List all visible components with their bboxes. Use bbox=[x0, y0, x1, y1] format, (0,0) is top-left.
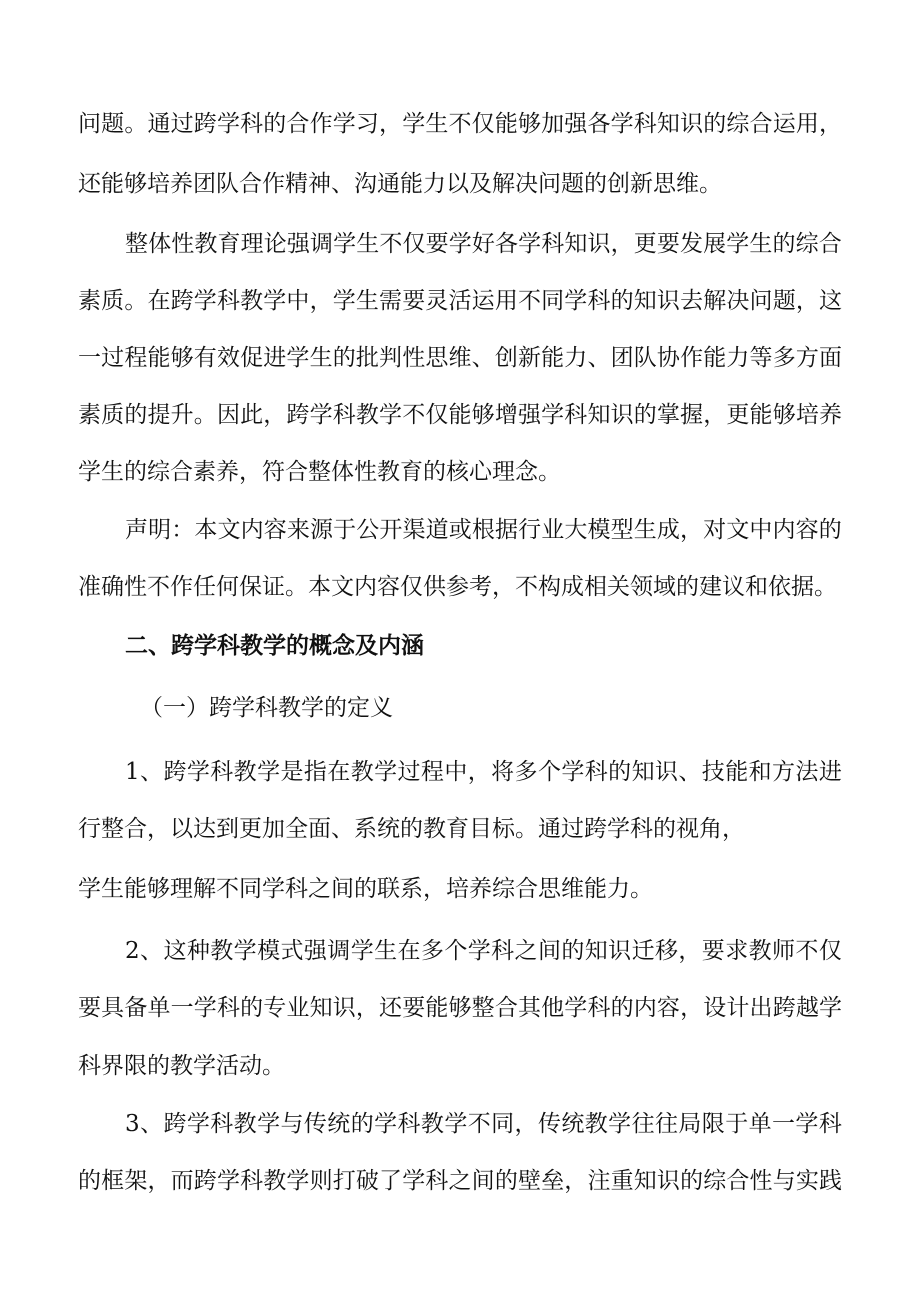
text-line: 准确性不作任何保证。本文内容仅供参考，不构成相关领域的建议和依据。 bbox=[78, 574, 837, 600]
text-line: 学生能够理解不同学科之间的联系，培养综合思维能力。 bbox=[78, 876, 653, 902]
text-line: 要 具 备 单 一 学 科 的 专 业 知 识 ， 还 要 能 够 整 合 其 他 学 科 的 内 容 ， 设 计 出 跨 越 学 bbox=[78, 995, 842, 1021]
text-line: 科界限的教学活动。 bbox=[78, 1053, 285, 1079]
text-line: 3 、 跨 学 科 教 学 与 传 统 的 学 科 教 学 不 同 ， 传 统 教 学 往 往 局 限 于 单 一 学 科 bbox=[125, 1111, 842, 1137]
text-line: 素 质 的 提 升 。 因 此 ， 跨 学 科 教 学 不 仅 能 够 增 强 学 科 知 识 的 掌 握 ， 更 能 够 培 养 bbox=[78, 402, 842, 428]
text-line: 素 质 。 在 跨 学 科 教 学 中 ， 学 生 需 要 灵 活 运 用 不 同 学 科 的 知 识 去 解 决 问 题 ， 这 bbox=[78, 288, 842, 314]
subsection-heading: （一）跨学科教学的定义 bbox=[140, 695, 393, 721]
text-line: 声 明 ： 本 文 内 容 来 源 于 公 开 渠 道 或 根 据 行 业 大 模 型 生 成 ， 对 文 中 内 容 的 bbox=[125, 517, 842, 543]
text-line: 还能够培养团队合作精神、沟通能力以及解决问题的创新思维。 bbox=[78, 171, 722, 197]
section-heading: 二、跨学科教学的概念及内涵 bbox=[125, 632, 424, 659]
text-line: 一 过 程 能 够 有 效 促 进 学 生 的 批 判 性 思 维 、 创 新 能 力 、 团 队 协 作 能 力 等 多 方 面 bbox=[78, 345, 842, 371]
text-line: 问 题 。 通 过 跨 学 科 的 合 作 学 习 ， 学 生 不 仅 能 够 加 强 各 学 科 知 识 的 综 合 运 用 ， bbox=[78, 111, 842, 137]
text-line: 2 、 这 种 教 学 模 式 强 调 学 生 在 多 个 学 科 之 间 的 知 识 迁 移 ， 要 求 教 师 不 仅 bbox=[125, 938, 842, 964]
text-line: 行整合，以达到更加全面、系统的教育目标。通过跨学科的视角， bbox=[78, 816, 745, 842]
text-line: 整 体 性 教 育 理 论 强 调 学 生 不 仅 要 学 好 各 学 科 知 识 ， 更 要 发 展 学 生 的 综 合 bbox=[125, 231, 842, 257]
text-line: 学生的综合素养，符合整体性教育的核心理念。 bbox=[78, 459, 561, 485]
text-line: 1 、 跨 学 科 教 学 是 指 在 教 学 过 程 中 ， 将 多 个 学 科 的 知 识 、 技 能 和 方 法 进 bbox=[125, 759, 842, 785]
text-line: 的 框 架 ， 而 跨 学 科 教 学 则 打 破 了 学 科 之 间 的 壁 垒 ， 注 重 知 识 的 综 合 性 与 实 践 bbox=[78, 1168, 842, 1194]
